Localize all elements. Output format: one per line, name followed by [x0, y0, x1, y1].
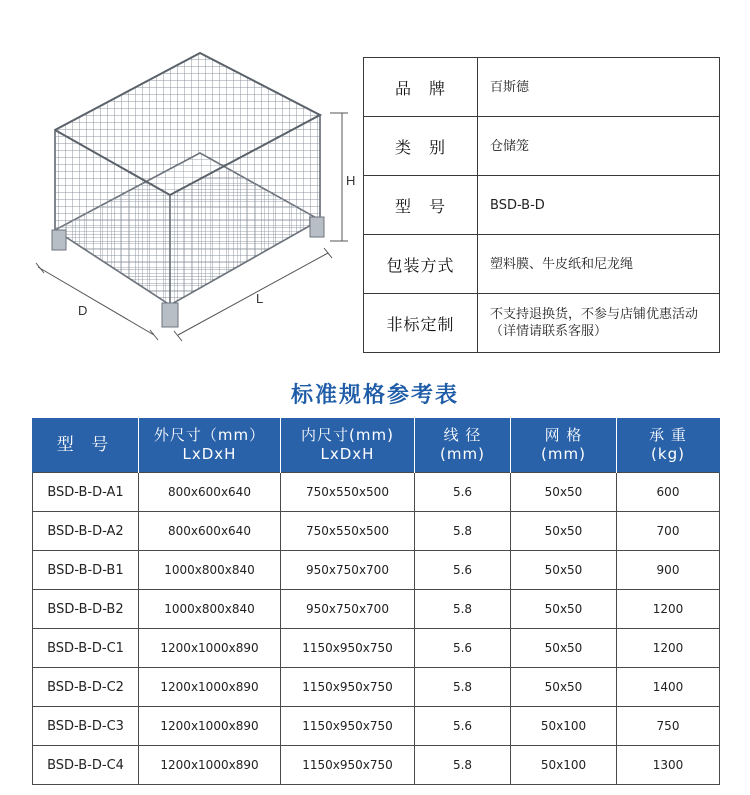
spec-header-line2: LxDxH	[182, 445, 237, 463]
spec-header-line2: (mm)	[440, 445, 485, 463]
spec-cell: 750x550x500	[281, 473, 415, 512]
spec-header-cell	[281, 418, 415, 473]
spec-cell: 5.8	[415, 746, 511, 785]
info-value: 仓储笼	[478, 117, 720, 176]
spec-table	[32, 418, 720, 785]
info-value: 塑料膜、牛皮纸和尼龙绳	[478, 235, 720, 294]
spec-cell: 1150x950x750	[281, 668, 415, 707]
spec-header-cell	[33, 418, 139, 473]
spec-row	[33, 590, 720, 629]
spec-header-cell	[139, 418, 281, 473]
spec-cell: 50x50	[511, 668, 617, 707]
spec-cell: 5.6	[415, 707, 511, 746]
spec-cell: 950x750x700	[281, 551, 415, 590]
spec-row	[33, 707, 720, 746]
spec-cell: 1200x1000x890	[139, 668, 281, 707]
spec-cell: 1400	[617, 668, 720, 707]
spec-cell: 5.8	[415, 512, 511, 551]
cage-foot	[52, 230, 66, 250]
spec-cell: 750x550x500	[281, 512, 415, 551]
spec-cell: 5.8	[415, 590, 511, 629]
info-value-line2: （详情请联系客服）	[490, 324, 608, 339]
spec-cell: 50x50	[511, 551, 617, 590]
spec-cell: 5.6	[415, 551, 511, 590]
spec-cell: 50x100	[511, 746, 617, 785]
info-value: 百斯德	[478, 58, 720, 117]
spec-header-line1: 线 径	[443, 426, 482, 444]
spec-cell: BSD-B-D-C1	[33, 629, 139, 668]
spec-header-cell	[511, 418, 617, 473]
spec-cell: 1300	[617, 746, 720, 785]
spec-cell: 1200x1000x890	[139, 746, 281, 785]
spec-row	[33, 512, 720, 551]
spec-cell: BSD-B-D-C4	[33, 746, 139, 785]
spec-row	[33, 551, 720, 590]
cage-foot	[310, 217, 324, 237]
wire-cage-illustration	[30, 45, 355, 350]
spec-header-line2: LxDxH	[320, 445, 375, 463]
info-row-brand	[364, 58, 720, 117]
spec-table-title: 标准规格参考表	[290, 383, 459, 408]
spec-header-line1: 型 号	[56, 434, 115, 455]
spec-header-line1: 内尺寸(mm)	[301, 426, 394, 444]
spec-cell: 700	[617, 512, 720, 551]
spec-cell: 1200x1000x890	[139, 629, 281, 668]
info-row-packaging	[364, 235, 720, 294]
spec-cell: 50x50	[511, 629, 617, 668]
spec-header-cell	[415, 418, 511, 473]
spec-cell: 1150x950x750	[281, 746, 415, 785]
spec-header-row	[33, 418, 720, 473]
spec-header-line2: (mm)	[541, 445, 586, 463]
spec-cell: 1150x950x750	[281, 707, 415, 746]
info-row-custom	[364, 294, 720, 353]
info-label: 类 别	[364, 117, 478, 176]
spec-cell: 800x600x640	[139, 473, 281, 512]
dim-l-label: L	[256, 291, 264, 306]
product-info-table	[363, 57, 720, 353]
info-value	[478, 294, 720, 353]
spec-cell: BSD-B-D-B2	[33, 590, 139, 629]
spec-cell: 50x50	[511, 512, 617, 551]
dim-h-label: H	[346, 173, 355, 188]
info-label: 非标定制	[364, 294, 478, 353]
spec-cell: BSD-B-D-A1	[33, 473, 139, 512]
spec-cell: 1000x800x840	[139, 590, 281, 629]
info-value-line1: 不支持退换货，不参与店铺优惠活动	[490, 307, 699, 322]
spec-cell: 900	[617, 551, 720, 590]
spec-cell: 950x750x700	[281, 590, 415, 629]
spec-cell: BSD-B-D-B1	[33, 551, 139, 590]
spec-header-line1: 外尺寸（mm）	[153, 426, 266, 444]
spec-cell: 50x100	[511, 707, 617, 746]
spec-cell: 5.6	[415, 629, 511, 668]
spec-cell: 1150x950x750	[281, 629, 415, 668]
dim-d-label: D	[78, 303, 88, 318]
info-value: BSD-B-D	[478, 176, 720, 235]
spec-row	[33, 629, 720, 668]
cage-foot	[162, 303, 178, 327]
info-label: 包装方式	[364, 235, 478, 294]
spec-cell: 1200	[617, 590, 720, 629]
spec-row	[33, 746, 720, 785]
spec-row	[33, 668, 720, 707]
spec-cell: BSD-B-D-C3	[33, 707, 139, 746]
spec-cell: BSD-B-D-A2	[33, 512, 139, 551]
spec-cell: 50x50	[511, 473, 617, 512]
info-row-model	[364, 176, 720, 235]
info-row-category	[364, 117, 720, 176]
spec-cell: 1000x800x840	[139, 551, 281, 590]
spec-cell: BSD-B-D-C2	[33, 668, 139, 707]
spec-cell: 600	[617, 473, 720, 512]
spec-header-line1: 承 重	[649, 426, 687, 444]
spec-cell: 5.6	[415, 473, 511, 512]
spec-cell: 1200x1000x890	[139, 707, 281, 746]
spec-cell: 750	[617, 707, 720, 746]
spec-cell: 50x50	[511, 590, 617, 629]
spec-cell: 800x600x640	[139, 512, 281, 551]
spec-cell: 5.8	[415, 668, 511, 707]
info-label: 型 号	[364, 176, 478, 235]
spec-cell: 1200	[617, 629, 720, 668]
spec-row	[33, 473, 720, 512]
spec-header-line2: (kg)	[651, 445, 685, 463]
spec-header-line1: 网 格	[544, 426, 583, 444]
spec-header-cell	[617, 418, 720, 473]
info-label: 品 牌	[364, 58, 478, 117]
